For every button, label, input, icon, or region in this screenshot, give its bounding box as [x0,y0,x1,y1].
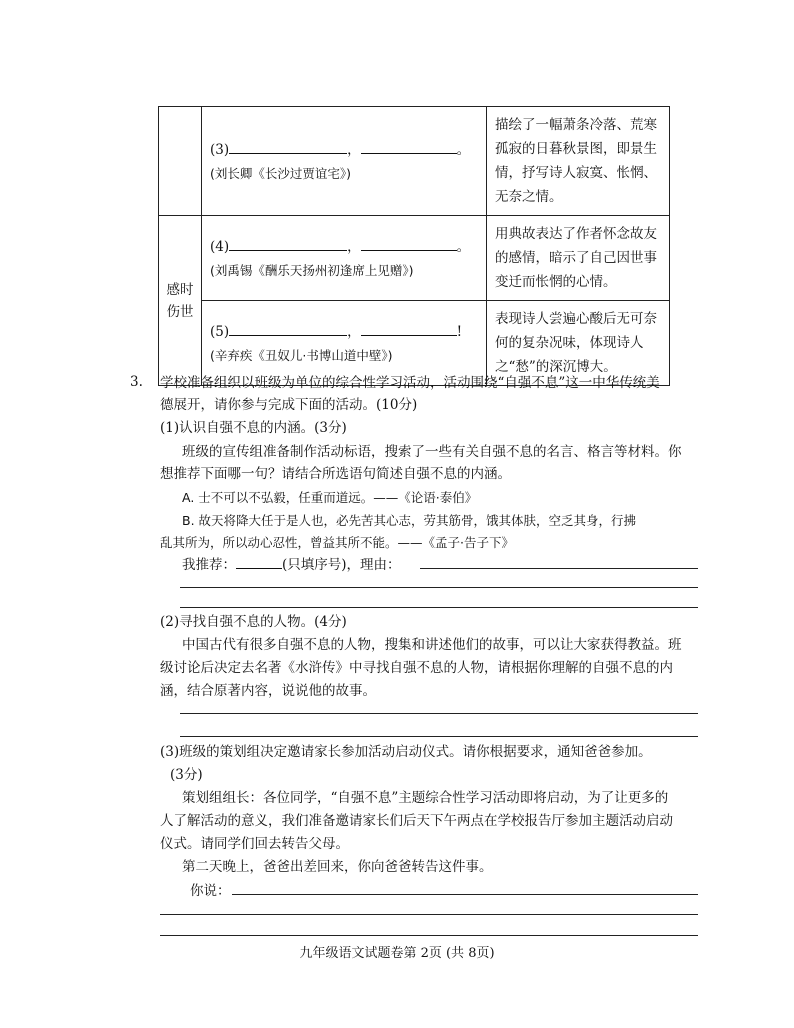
choice-blank[interactable] [236,554,282,569]
part3-text: 策划组组长：各位同学，“自强不息”主题综合性学习活动即将启动，为了让更多的 [182,790,669,806]
answer-blank[interactable] [361,321,457,336]
part1-text: 班级的宣传组准备制作活动标语，搜索了一些有关自强不息的名言、格言等材料。你 [182,444,682,460]
description-cell: 用典故表达了作者怀念故友的感情，暗示了自己因世事变迁而怅惘的心情。 [487,216,670,301]
answer-blank[interactable] [361,139,457,154]
item-number: (5) [210,324,230,340]
poetry-table [158,106,670,386]
answer-line[interactable] [420,568,698,569]
part2-title: (2)寻找自强不息的人物。(4分) [160,614,347,630]
recommend-prefix: 我推荐： [182,557,236,573]
separator: ， [347,239,361,255]
answer-blank[interactable] [229,139,347,154]
category-label: 感时伤世 [166,281,194,320]
table-row [159,216,670,301]
part3-text-cont3: 第二天晚上，爸爸出差回来，你向爸爸转告这件事。 [182,859,493,875]
description-cell: 表现诗人尝遍心酸后无可奈何的复杂况味，体现诗人之“愁”的深沉博大。 [487,301,670,386]
question-intro-cont: 德展开，请你参与完成下面的活动。(10分) [160,397,418,413]
part3-score: (3分) [170,767,203,783]
part1-title: (1)认识自强不息的内涵。(3分) [160,420,347,436]
recommend-mid: (只填序号)，理由： [282,557,401,573]
part3-text-cont2: 仪式。请同学们回去转告父母。 [160,836,349,852]
part2-text: 中国古代有很多自强不息的人物，搜集和讲述他们的故事，可以让大家获得教益。班 [182,637,682,653]
category-cell [159,216,202,386]
option-b-cont: 乱其所为，所以动心忍性，曾益其所不能。——《孟子·告子下》 [160,535,514,550]
part3-text-cont: 人了解活动的意义，我们准备邀请家长们后天下午两点在学校报告厅参加主题活动启动 [160,813,673,829]
item-number: (3) [210,142,230,158]
page-footer: 九年级语文试题卷第 2页 (共 8页) [299,946,495,961]
option-b: B. 故天将降大任于是人也，必先苦其心志，劳其筋骨，饿其体肤，空乏其身，行拂 [182,513,637,528]
category-cell [159,107,202,216]
option-a: A. 士不可以不弘毅，任重而道远。——《论语·泰伯》 [182,490,478,505]
part2-text-cont2: 涵，结合原著内容，说说他的故事。 [160,683,376,699]
answer-blank[interactable] [229,321,347,336]
answer-line[interactable] [232,894,698,895]
question-intro: 学校准备组织以班级为单位的综合性学习活动，活动围绕“自强不息”这一中华传统美 [160,375,660,391]
poem-source: (辛弃疾《丑奴儿·书博山道中壁》) [210,348,393,363]
part2-text-cont: 级讨论后决定去名著《水浒传》中寻找自强不息的人物，请根据你理解的自强不息的内 [160,660,673,676]
part3-title: (3)班级的策划组决定邀请家长参加活动启动仪式。请你根据要求，通知爸爸参加。 [160,744,652,760]
question-number: 3. [130,374,143,390]
fill-cell [202,107,487,216]
footer-rule [160,935,698,936]
end-punct: ! [456,324,463,340]
description-cell: 描绘了一幅萧条冷落、荒寒孤寂的日暮秋景图，即景生情，抒写诗人寂寞、怅惘、无奈之情。 [487,107,670,216]
answer-prefix: 你说： [190,883,231,899]
part1-text-cont: 想推荐下面哪一句？请结合所选语句简述自强不息的内涵。 [160,466,511,482]
fill-cell [202,216,487,301]
answer-line[interactable] [180,713,698,714]
answer-line[interactable] [180,587,698,588]
answer-blank[interactable] [361,236,457,251]
end-punct: 。 [456,239,471,255]
answer-line[interactable] [180,607,698,608]
answer-line[interactable] [180,736,698,737]
answer-line[interactable] [160,914,698,915]
end-punct: 。 [456,142,471,158]
separator: ， [347,324,361,340]
poem-source: (刘长卿《长沙过贾谊宅》) [210,166,352,181]
table-row [159,107,670,216]
item-number: (4) [210,239,230,255]
poem-source: (刘禹锡《酬乐天扬州初逢席上见赠》) [210,263,414,278]
recommend-line [182,554,401,576]
answer-blank[interactable] [229,236,347,251]
separator: ， [347,142,361,158]
